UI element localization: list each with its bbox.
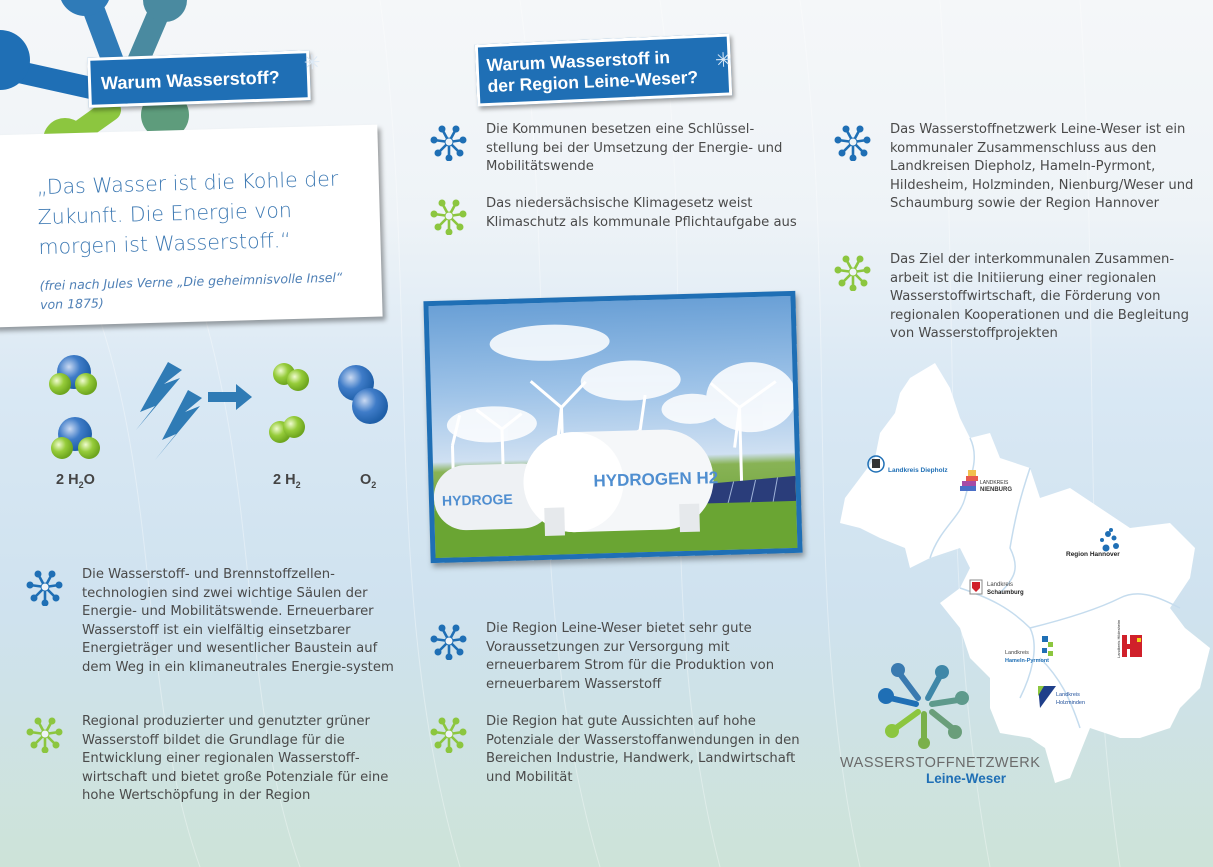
section-title-why-region [475, 33, 732, 106]
quote-source: (frei nach Jules Verne „Die geheimnisvolle Insel“ von 1875) [39, 269, 343, 313]
svg-text:Landkreis Hildesheim: Landkreis Hildesheim [1116, 619, 1121, 658]
svg-text:NIENBURG: NIENBURG [980, 487, 1013, 493]
network-logo [878, 658, 970, 750]
list-item: Das niedersächsische Klimagesetz weist Klimaschutz als kommunale Pflichtaufgabe aus [430, 195, 810, 235]
svg-text:Holzminden: Holzminden [1056, 700, 1086, 706]
green-molecule-icon [26, 715, 64, 753]
section-title-line2: der Region Leine-Weser? [487, 66, 699, 97]
blue-molecule-icon [430, 622, 468, 660]
list-item: Das Wasserstoffnetzwerk Leine-Weser ist ein kommunaler Zusammenschluss aus den Landkreisen Diepholz, Hameln-Pyrmont, Hildesheim, Holzminden, Nienburg/Weser und Schaumburg sowie der Region Hannover [834, 121, 1194, 214]
list-item: Das Ziel der interkommunalen Zusammen-arbeit ist die Initiierung einer regionalen Wasserstoffwirtschaft, die Förderung von regionalen Kooperationen und die Begleitung von Wasserstoffprojekten [834, 251, 1194, 344]
svg-text:Schaumburg: Schaumburg [987, 590, 1024, 596]
green-molecule-icon [430, 715, 468, 753]
network-brand [840, 755, 1041, 786]
green-molecule-icon [430, 197, 468, 235]
svg-text:HYDROGE: HYDROGE [441, 490, 513, 509]
list-item: Regional produzierter und genutzter grüner Wasserstoff bildet die Grundlage für die Entwicklung einer regionalen Wasserstoff-wirtschaft und bietet große Potenziale für eine hohe Wertschöpfung in der Region [26, 713, 396, 806]
list-item: Die Region Leine-Weser bietet sehr gute Voraussetzungen zur Versorgung mit erneuerbarem Strom für die Produktion von erneuerbarem Wasserstoff [430, 620, 800, 694]
logo-hildesheim [1122, 635, 1142, 657]
blue-molecule-icon [26, 568, 64, 606]
svg-text:HYDROGEN H2: HYDROGEN H2 [593, 468, 719, 491]
blue-molecule-icon [430, 123, 468, 161]
svg-text:Landkreis: Landkreis [1005, 650, 1029, 656]
quote-card [0, 125, 383, 328]
formula-product-hydrogen: 2 $H_2$ [273, 472, 301, 490]
label-diepholz: Landkreis Diepholz [888, 467, 948, 474]
lightning-icon [136, 362, 202, 460]
list-item: Die Kommunen besetzen eine Schlüssel-stellung bei der Umsetzung der Energie- und Mobilitätswende [430, 121, 800, 177]
asterisk-icon: ✳ [303, 51, 321, 75]
hydrogen-tanks-photo [423, 291, 802, 563]
quote-text: „Das Wasser ist die Kohle der Zukunft. Die Energie von morgen ist Wasserstoff.“ [36, 166, 339, 260]
brand-line1: WASSERSTOFFNETZWERK [840, 755, 1041, 771]
asterisk-icon: ✳ [714, 49, 733, 73]
formula-reactant: 2 $H_2O$ [56, 472, 95, 490]
svg-text:Landkreis: Landkreis [1056, 692, 1080, 698]
green-molecule-icon [834, 253, 872, 291]
brand-line2: Leine-Weser [925, 771, 1006, 786]
svg-text:Region Hannover: Region Hannover [1066, 551, 1120, 558]
logo-schaumburg [970, 580, 982, 594]
list-item: Die Region hat gute Aussichten auf hohe Potenziale der Wasserstoffanwendungen in den Bereichen Industrie, Handwerk, Landwirtschaft und Mobilität [430, 713, 800, 787]
svg-text:Landkreis: Landkreis [987, 582, 1014, 588]
list-item: Die Wasserstoff- und Brennstoffzellen-technologien sind zwei wichtige Säulen der Energie- und Mobilitätswende. Erneuerbarer Wasserstoff ist ein vielfältig einsetzbarer Energieträger und wesentlicher Baustein auf dem Weg in ein klimaneutrales Energie-system [26, 566, 396, 677]
molecule-illustration [40, 350, 400, 460]
section-title-why-hydrogen [87, 50, 321, 108]
formula-product-oxygen: $O_2$ [360, 472, 377, 490]
section-title-line1: Warum Wasserstoff in [486, 47, 671, 76]
arrow-right-icon [208, 384, 252, 410]
electrolysis-diagram [40, 350, 400, 500]
svg-text:LANDKREIS: LANDKREIS [980, 480, 1009, 486]
photo-illustration [429, 296, 798, 558]
section-title-text: Warum Wasserstoff? [100, 67, 281, 94]
svg-text:Hameln-Pyrmont: Hameln-Pyrmont [1005, 658, 1050, 664]
blue-molecule-icon [834, 123, 872, 161]
